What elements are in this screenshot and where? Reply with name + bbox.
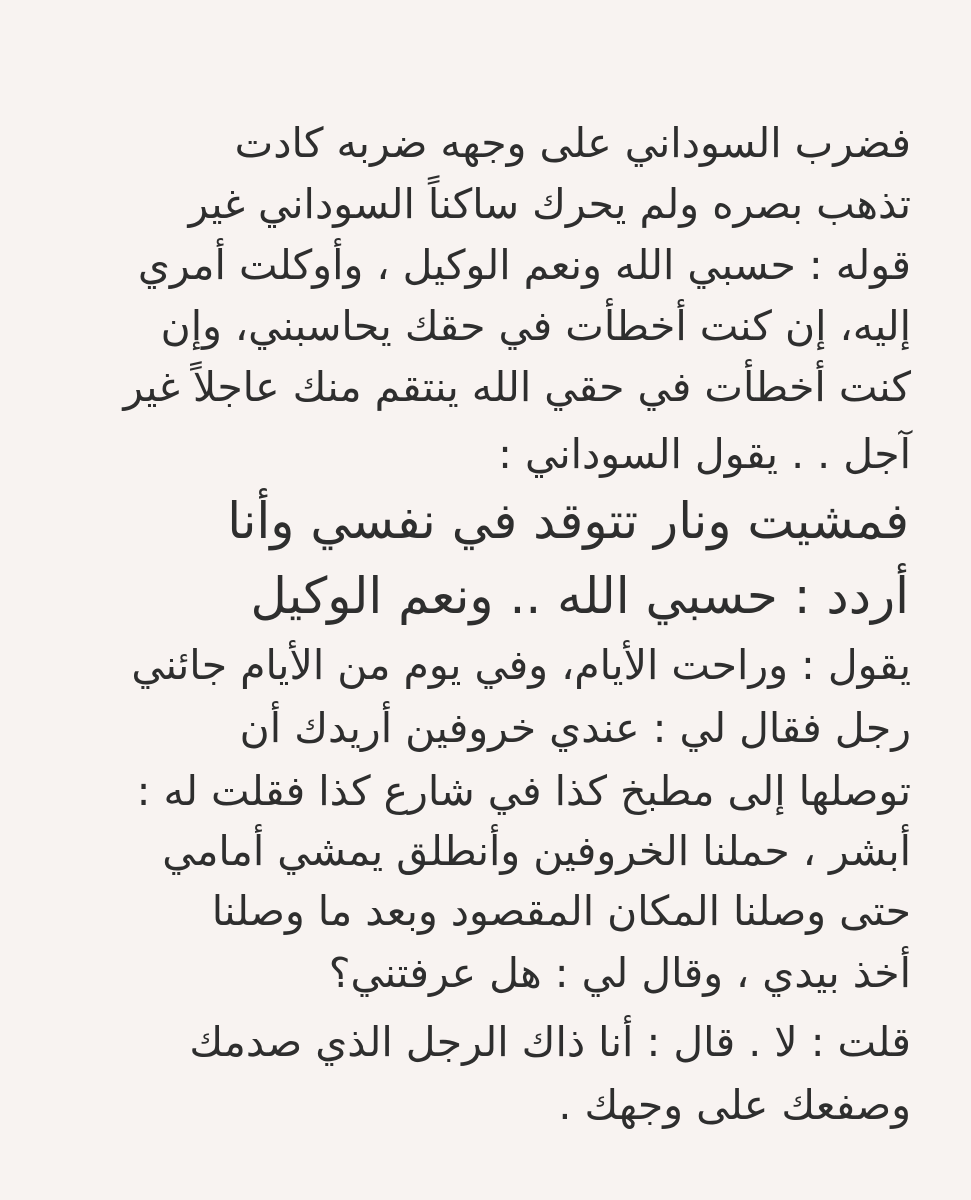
text-line-10: أبشر ، حملنا الخروفين وأنطلق يمشي أمامي (162, 827, 911, 875)
text-line-5: كنت أخطأت في حقي الله ينتقم منك عاجلاً غير (123, 363, 911, 411)
text-line-11: حتى وصلنا المكان المقصود وبعد ما وصلنا (211, 887, 911, 935)
text-line-1: فضرب السوداني على وجهه ضربه كادت (234, 119, 911, 167)
text-line-8: رجل فقال لي : عندي خروفين أريدك أن (239, 704, 911, 752)
text-line-7: يقول : وراحت الأيام، وفي يوم من الأيام جائني (131, 641, 911, 689)
text-line-4: إليه، إن كنت أخطأت في حقك يحاسبني، وإن (160, 302, 911, 350)
text-line-14: وصفعك على وجهك . (558, 1081, 911, 1129)
text-line-3: قوله : حسبي الله ونعم الوكيل ، وأوكلت أمري (137, 241, 911, 289)
text-line-13: قلت : لا . قال : أنا ذاك الرجل الذي صدمك (189, 1018, 911, 1066)
text-line-6: آجل . . يقول السوداني : (498, 430, 911, 478)
emphasis-line-2: أردد : حسبي الله .. ونعم الوكيل (250, 567, 909, 625)
emphasis-line-1: فمشيت ونار تتوقد في نفسي وأنا (227, 492, 909, 550)
text-line-9: توصلها إلى مطبخ كذا في شارع كذا فقلت له : (136, 767, 911, 815)
text-line-2: تذهب بصره ولم يحرك ساكناً السوداني غير (188, 180, 911, 228)
text-line-12: أخذ بيدي ، وقال لي : هل عرفتني؟ (328, 949, 911, 997)
